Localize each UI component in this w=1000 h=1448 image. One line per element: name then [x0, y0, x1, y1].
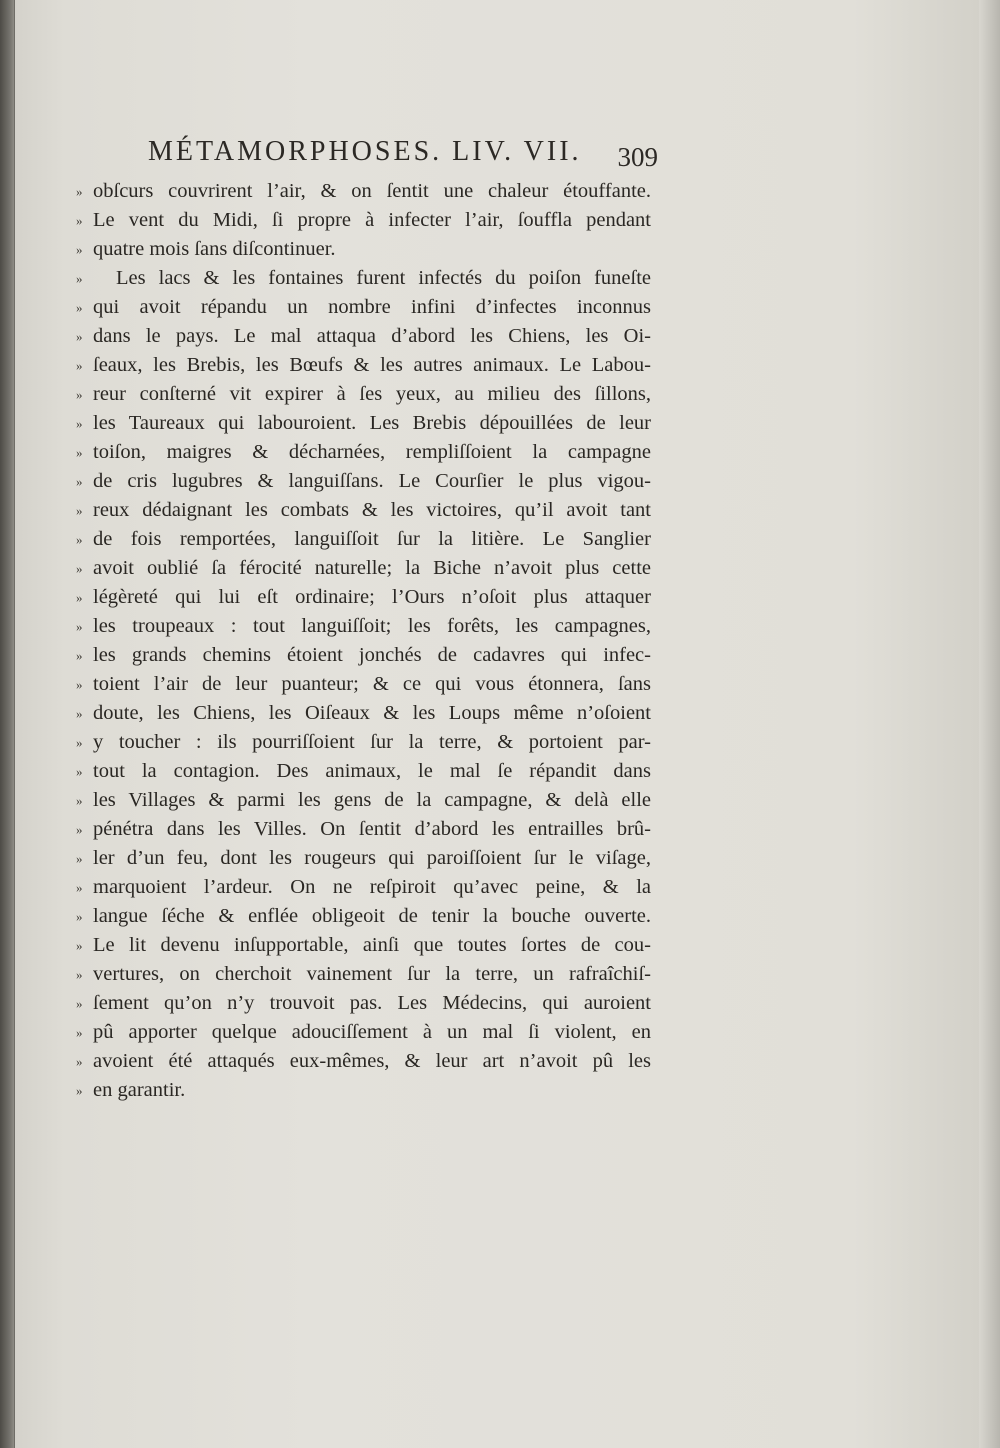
quotation-mark: »: [76, 503, 83, 518]
text-line: [76, 177, 651, 206]
text-line: [76, 641, 651, 670]
line-text: ſement qu’on n’y trouvoit pas. Les Médecins, qui auroient: [93, 992, 651, 1014]
line-text: reur conſterné vit expirer à ſes yeux, au milieu des ſillons,: [93, 383, 651, 405]
quotation-mark: »: [76, 793, 83, 808]
quotation-mark: »: [76, 648, 83, 663]
text-line: [76, 873, 651, 902]
line-text: quatre mois ſans diſcontinuer.: [93, 238, 336, 260]
text-line: [76, 264, 651, 293]
text-line: [76, 989, 651, 1018]
line-text: ſeaux, les Brebis, les Bœufs & les autres animaux. Le Labou-: [93, 354, 651, 376]
text-line: [76, 699, 651, 728]
line-text: doute, les Chiens, les Oiſeaux & les Loups même n’oſoient: [93, 702, 651, 724]
quotation-mark: »: [76, 880, 83, 895]
page-number: 309: [617, 142, 658, 172]
running-title: MÉTAMORPHOSES. LIV. VII.: [148, 136, 582, 167]
text-line: [76, 1018, 651, 1047]
line-text: en garantir.: [93, 1079, 186, 1101]
line-text: pénétra dans les Villes. On ſentit d’abord les entrailles brû-: [93, 818, 651, 840]
line-text: tout la contagion. Des animaux, le mal ſe répandit dans: [93, 760, 651, 782]
line-text: avoit oublié ſa férocité naturelle; la Biche n’avoit plus cette: [93, 557, 651, 579]
quotation-mark: »: [76, 909, 83, 924]
line-text: pû apporter quelque adouciſſement à un mal ſi violent, en: [93, 1021, 651, 1043]
text-line: [76, 525, 651, 554]
text-line: [76, 1076, 651, 1105]
quotation-mark: »: [76, 735, 83, 750]
quotation-mark: »: [76, 358, 83, 373]
quotation-mark: »: [76, 996, 83, 1011]
quotation-mark: »: [76, 532, 83, 547]
text-line: [76, 583, 651, 612]
line-text: langue ſéche & enflée obligeoit de tenir la bouche ouverte.: [93, 905, 651, 927]
text-line: [76, 235, 651, 264]
text-line: [76, 554, 651, 583]
text-line: [76, 206, 651, 235]
quotation-mark: »: [76, 822, 83, 837]
line-text: de cris lugubres & languiſſans. Le Courſier le plus vigou-: [93, 470, 651, 492]
line-text: Les lacs & les fontaines furent infectés du poiſon funeſte: [116, 267, 651, 289]
quotation-mark: »: [76, 242, 83, 257]
quotation-mark: »: [76, 938, 83, 953]
quotation-mark: »: [76, 474, 83, 489]
body-text: [76, 177, 651, 1105]
line-text: qui avoit répandu un nombre infini d’infectes inconnus: [93, 296, 651, 318]
line-text: les troupeaux : tout languiſſoit; les forêts, les campagnes,: [93, 615, 651, 637]
quotation-mark: »: [76, 1025, 83, 1040]
text-line: [76, 409, 651, 438]
quotation-mark: »: [76, 706, 83, 721]
quotation-mark: »: [76, 271, 83, 286]
quotation-mark: »: [76, 416, 83, 431]
text-line: [76, 670, 651, 699]
quotation-mark: »: [76, 329, 83, 344]
line-text: dans le pays. Le mal attaqua d’abord les Chiens, les Oi-: [93, 325, 651, 347]
text-line: [76, 293, 651, 322]
text-line: [76, 438, 651, 467]
line-text: toient l’air de leur puanteur; & ce qui vous étonnera, ſans: [93, 673, 651, 695]
text-line: [76, 612, 651, 641]
quotation-mark: »: [76, 851, 83, 866]
line-text: les grands chemins étoient jonchés de cadavres qui infec-: [93, 644, 651, 666]
quotation-mark: »: [76, 619, 83, 634]
line-text: avoient été attaqués eux-mêmes, & leur art n’avoit pû les: [93, 1050, 651, 1072]
text-line: [76, 786, 651, 815]
text-line: [76, 467, 651, 496]
quotation-mark: »: [76, 590, 83, 605]
quotation-mark: »: [76, 184, 83, 199]
quotation-mark: »: [76, 213, 83, 228]
line-text: vertures, on cherchoit vainement ſur la terre, un rafraîchiſ-: [93, 963, 651, 985]
text-line: [76, 844, 651, 873]
text-line: [76, 931, 651, 960]
line-text: reux dédaignant les combats & les victoires, qu’il avoit tant: [93, 499, 651, 521]
line-text: obſcurs couvrirent l’air, & on ſentit une chaleur étouffante.: [93, 180, 651, 202]
quotation-mark: »: [76, 561, 83, 576]
quotation-mark: »: [76, 764, 83, 779]
text-line: [76, 902, 651, 931]
quotation-mark: »: [76, 445, 83, 460]
line-text: ler d’un feu, dont les rougeurs qui paroiſſoient ſur le viſage,: [93, 847, 651, 869]
page-edge: [979, 0, 1000, 1448]
text-line: [76, 351, 651, 380]
line-text: marquoient l’ardeur. On ne reſpiroit qu’avec peine, & la: [93, 876, 651, 898]
quotation-mark: »: [76, 300, 83, 315]
quotation-mark: »: [76, 1054, 83, 1069]
line-text: Le vent du Midi, ſi propre à infecter l’air, ſouffla pendant: [93, 209, 651, 231]
text-line: [76, 960, 651, 989]
line-text: les Taureaux qui labouroient. Les Brebis dépouillées de leur: [93, 412, 651, 434]
line-text: toiſon, maigres & décharnées, rempliſſoient la campagne: [93, 441, 651, 463]
line-text: Le lit devenu inſupportable, ainſi que toutes ſortes de cou-: [93, 934, 651, 956]
text-line: [76, 1047, 651, 1076]
line-text: de fois remportées, languiſſoit ſur la litière. Le Sanglier: [93, 528, 651, 550]
quotation-mark: »: [76, 967, 83, 982]
text-line: [76, 322, 651, 351]
text-line: [76, 815, 651, 844]
text-line: [76, 380, 651, 409]
quotation-mark: »: [76, 1083, 83, 1098]
line-text: y toucher : ils pourriſſoient ſur la terre, & portoient par-: [93, 731, 651, 753]
text-line: [76, 728, 651, 757]
text-line: [76, 757, 651, 786]
line-text: les Villages & parmi les gens de la campagne, & delà elle: [93, 789, 651, 811]
text-line: [76, 496, 651, 525]
quotation-mark: »: [76, 387, 83, 402]
line-text: légèreté qui lui eſt ordinaire; l’Ours n’oſoit plus attaquer: [93, 586, 651, 608]
quotation-mark: »: [76, 677, 83, 692]
page-header: [148, 136, 658, 176]
